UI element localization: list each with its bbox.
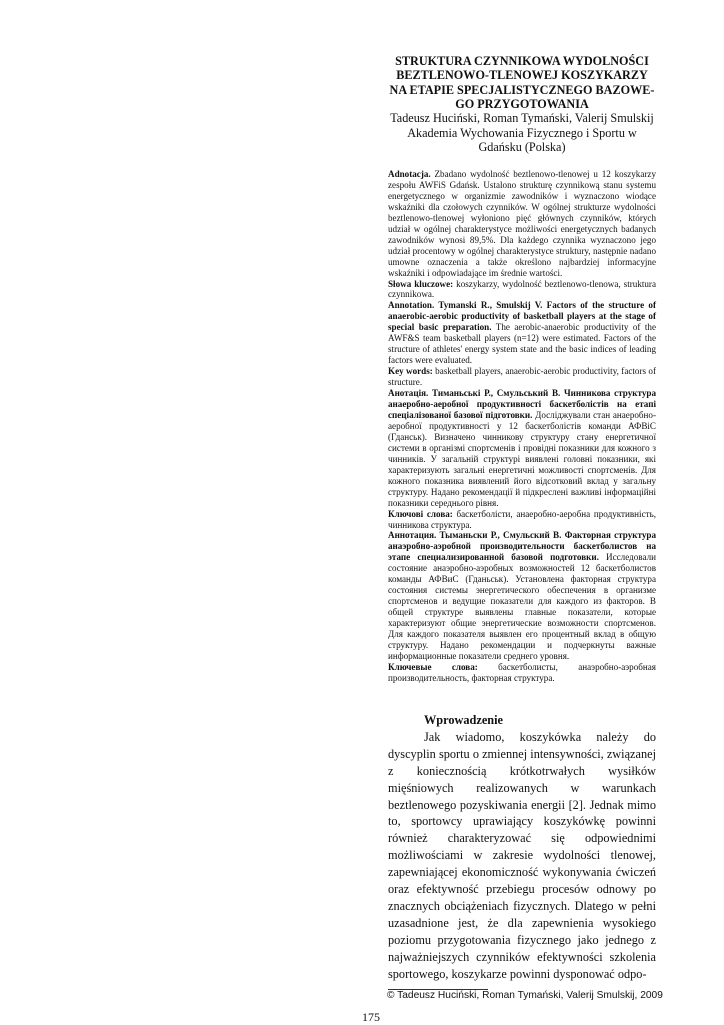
- abstracts-section: [388, 169, 656, 684]
- intro-heading: Wprowadzenie: [424, 713, 504, 727]
- copyright-notice: © Tadeusz Huciński, Roman Tymański, Valerij Smulskij, 2009: [387, 990, 663, 1001]
- article-authors: Tadeusz Huciński, Roman Tymański, Valerij Smulskij: [390, 111, 654, 126]
- abstract-uk-text: Досліджували стан анаеробно-аеробної продуктивності у 12 баскетболістів команди АФВіС (Гданськ). Визначено чинникову структуру стану енергетичної системи в організмі спортсменів і провідні показники для кожного з чинників. У загальній структурі виявлені головні показники, які характеризують загальні енергетичні можливості спортсменів. Для кожного показника виявлений його відсотковий вклад у загальну структуру. Надано рекомендації й підкреслені важливі інформаційні показники середнього рівня.: [388, 409, 656, 508]
- keywords-ru: [388, 662, 656, 684]
- page-number: 175: [362, 1010, 380, 1024]
- abstract-uk: [388, 388, 656, 508]
- keywords-en-label: Key words:: [388, 366, 433, 377]
- keywords-en-text: basketball players, anaerobic-aerobic productivity, factors of structure.: [388, 366, 656, 388]
- abstract-ru-label: Аннотация. Тыманьски Р., Смульский В. Факторная структура анаэробно-аэробной производительности баскетболистов на этапе специализированной базовой подготовки.: [388, 530, 656, 563]
- keywords-pl-label: Słowa kluczowe:: [388, 278, 454, 289]
- abstract-ru-text: Исследовали состояние анаэробно-аэробных возможностей 12 баскетболистов команды АФВиС (Гданьськ). Установлена факторная структура состояния системы энергетического обеспечения в организме спортсменов и ведущие показатели для каждого из факторов. В общей структуре выявлены главные показатели, которые характеризуют общие энергетические возможности спортсменов. Для каждого показателя выявлен его процентный вклад в общую структуру. Надано рекомендации и подчеркнуты важные информационные показатели среднего уровня.: [388, 552, 656, 661]
- keywords-uk-label: Ключові слова:: [388, 508, 453, 519]
- abstract-pl: [388, 169, 656, 279]
- abstract-en-label: Annotation. Tymanski R., Smulskij V. Factors of the structure of anaerobic-aerobic productivity of basketball players at the stage of special basic preparation.: [388, 300, 656, 333]
- abstract-uk-label: Анотація. Тиманьські Р., Смульський В. Чинникова структура анаеробно-аеробної продуктивності баскетболістів на етапі спеціалізованої базової підготовки.: [388, 388, 656, 420]
- abstract-en-text: The aerobic-anaerobic productivity of the AWF&S team basketball players (n=12) were estimated. Factors of the structure of athletes' energy system state and the basic indices of leading factors were evaluated.: [388, 322, 657, 366]
- keywords-uk: [388, 509, 656, 531]
- abstract-pl-label: Adnotacja.: [388, 169, 431, 179]
- introduction-section: [388, 712, 656, 983]
- keywords-pl: [388, 279, 656, 301]
- keywords-ru-label: Ключевые слова:: [388, 661, 478, 672]
- article-title: STRUKTURA CZYNNIKOWA WYDOLNOŚCI BEZTLENOWO-TLENOWEJ KOSZYKARZY NA ETAPIE SPECJALISTYCZNEGO BAZOWE-GO PRZYGOTOWANIA: [389, 54, 655, 111]
- abstract-en: [388, 300, 656, 366]
- article-affiliation: Akademia Wychowania Fizycznego i Sportu w Gdańsku (Polska): [407, 125, 637, 155]
- abstract-ru: [388, 530, 656, 661]
- intro-paragraph: Jak wiadomo, koszykówka należy do dyscyplin sportu o zmiennej intensywności, związanej z koniecznością krótkotrwałych wysiłków mięśniowych realizowanych w warunkach beztlenowego pozyskiwania energii [2]. Jednak mimo to, sportowcy uprawiający koszykówkę powinni również charakteryzować się odpowiednimi możliwościami w zakresie wydolności tlenowej, zapewniającej ekonomiczność wykonywania ćwiczeń oraz efektywność przebiegu procesów odnowy po znacznych obciążeniach fizycznych. Dlatego w pełni uzasadnione jest, że dla zapewnienia wysokiego poziomu przygotowania fizycznego jako jednego z najważniejszych czynników efektywności szkolenia sportowego, koszykarze powinni dysponować odpo-: [388, 729, 656, 981]
- keywords-pl-text: koszykarzy, wydolność beztlenowo-tlenowa, struktura czynnikowa.: [388, 278, 657, 300]
- article-header: [388, 54, 656, 155]
- abstract-pl-text: Zbadano wydolność beztlenowo-tlenowej u 12 koszykarzy zespołu AWFiS Gdańsk. Ustalono strukturę czynnikową stanu systemu energetycznego w organizmie zawodników i wyznaczono wiodące wskaźniki dla czołowych czynników. W ogólnej strukturze wydolności beztlenowo-tlenowej wyłoniono pięć głównych czynników, których udział w ogólnej charakterystyce możliwości energetycznych badanych zawodników wynosi 89,5%. Dla każdego czynnika wyznaczono jego udział procentowy w ogólnej charakterystyce struktury, następnie nadano umowne oznaczenia a także określono najbardziej informacyjne wskaźniki i odpowiadające im średnie wartości.: [388, 169, 656, 278]
- keywords-uk-text: баскетболісти, анаеробно-аеробна продуктивність, чинникова структура.: [388, 508, 657, 530]
- keywords-ru-text: баскетболисты, анаэробно-аэробная производительность, факторная структура.: [388, 661, 656, 683]
- keywords-en: [388, 366, 656, 388]
